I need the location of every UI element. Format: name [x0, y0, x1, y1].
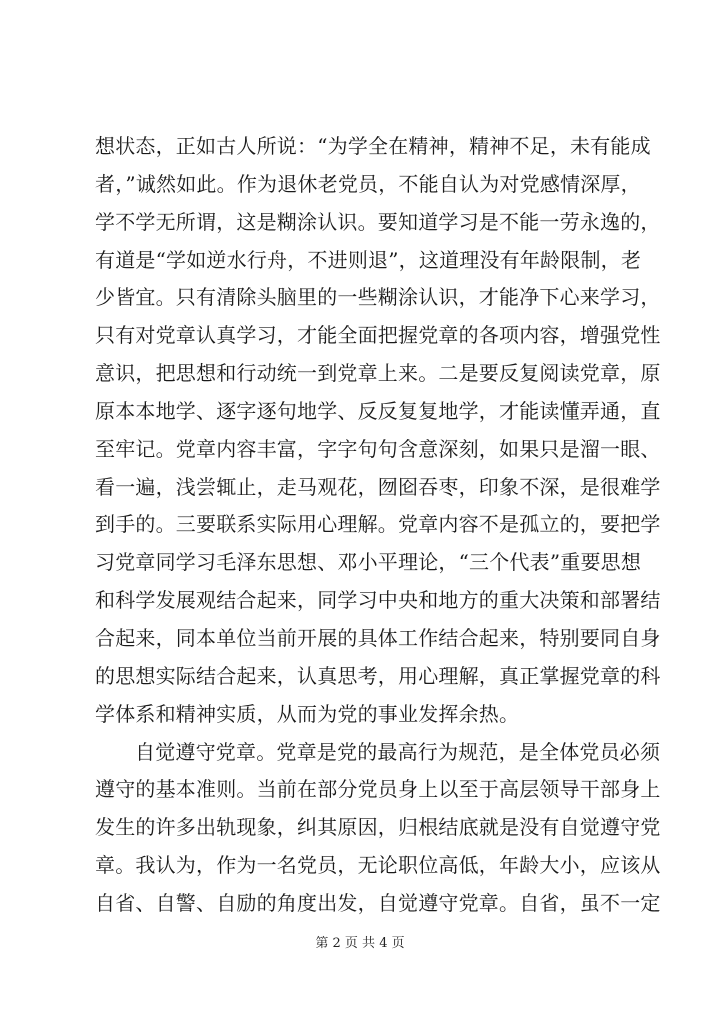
text-line: 和科学发展观结合起来，同学习中央和地方的重大决策和部署结: [95, 588, 661, 613]
text-line: 习党章同学习毛泽东思想、邓小平理论，“三个代表”重要思想: [95, 550, 642, 575]
text-line: 者，”诚然如此。作为退休老党员，不能自认为对党感情深厚，: [95, 171, 641, 196]
paragraph-start-line: 自觉遵守党章。党章是党的最高行为规范，是全体党员必须: [135, 739, 661, 764]
text-line: 想状态，正如古人所说：“为学全在精神，精神不足，未有能成: [95, 134, 651, 158]
text-line: 章。我认为，作为一名党员，无论职位高低，年龄大小，应该从: [95, 853, 661, 878]
text-line: 原本本地学、逐字逐句地学、反反复复地学，才能读懂弄通，直: [95, 398, 661, 423]
text-line: 意识，把思想和行动统一到党章上来。二是要反复阅读党章，原: [95, 361, 661, 386]
paragraph-end-line: 学体系和精神实质，从而为党的事业发挥余热。: [95, 701, 520, 726]
text-line: 少皆宜。只有清除头脑里的一些糊涂认识，才能净下心来学习，: [95, 285, 661, 310]
text-line: 至牢记。党章内容丰富，字字句句含意深刻，如果只是溜一眼、: [95, 436, 661, 461]
text-line: 自省、自警、自励的角度出发，自觉遵守党章。自省，虽不一定: [95, 890, 661, 915]
text-line: 看一遍，浅尝辄止，走马观花，囫囵吞枣，印象不深，是很难学: [95, 474, 661, 499]
text-line: 到手的。三要联系实际用心理解。党章内容不是孤立的，要把学: [95, 512, 661, 537]
text-line: 发生的许多出轨现象，纠其原因，归根结底就是没有自觉遵守党: [95, 815, 661, 840]
text-line: 合起来，同本单位当前开展的具体工作结合起来，特别要同自身: [95, 625, 661, 650]
text-line: 只有对党章认真学习，才能全面把握党章的各项内容，增强党性: [95, 323, 661, 348]
document-body: [95, 128, 661, 923]
text-line: 的思想实际结合起来，认真思考，用心理解，真正掌握党章的科: [95, 663, 661, 688]
page-footer: [0, 932, 720, 951]
text-line: 有道是“学如逆水行舟，不进则退”，这道理没有年龄限制，老: [95, 247, 642, 272]
page-number: 第 2 页 共 4 页: [315, 936, 405, 951]
text-line: 学不学无所谓，这是糊涂认识。要知道学习是不能一劳永逸的，: [95, 209, 661, 234]
text-line: 遵守的基本准则。当前在部分党员身上以至于高层领导干部身上: [95, 777, 661, 802]
